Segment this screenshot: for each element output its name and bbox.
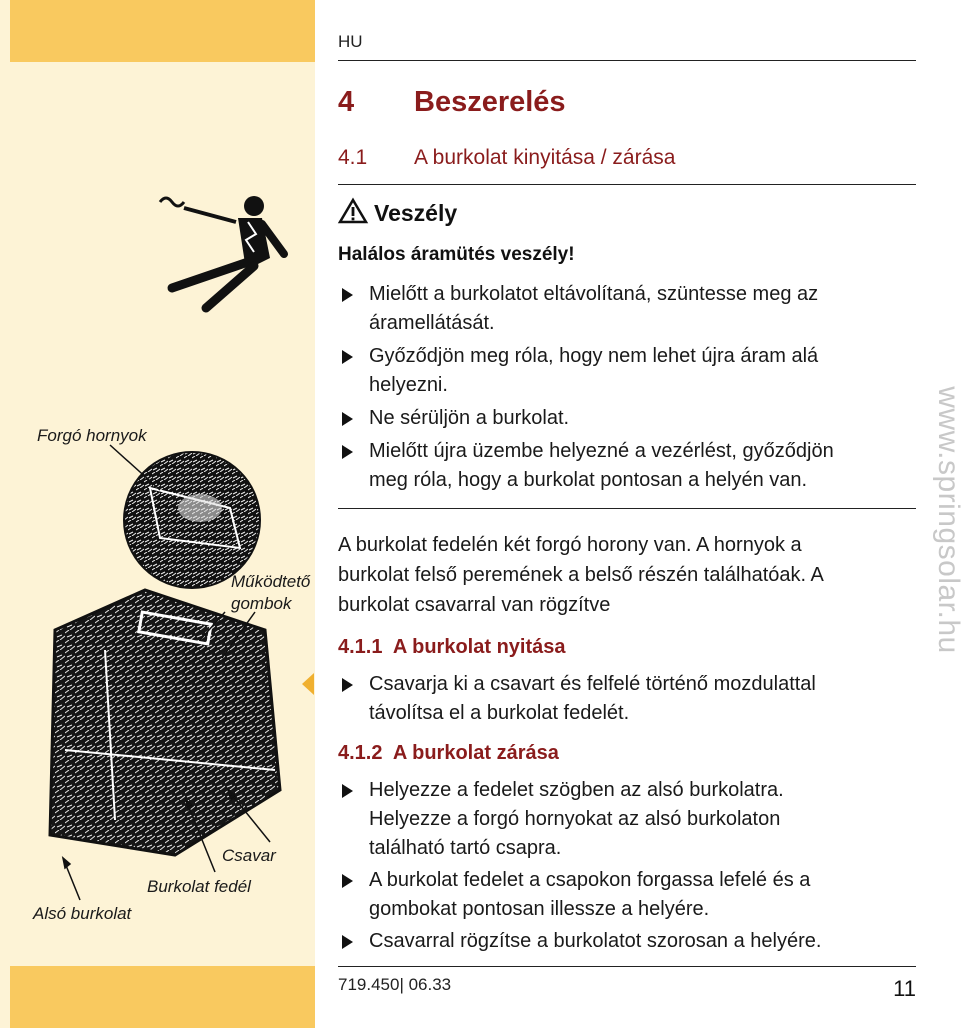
bullet-triangle-icon <box>342 678 353 692</box>
section-number: 4.1 <box>338 146 368 169</box>
label-also-burkolat: Alsó burkolat <box>33 904 132 923</box>
subsection-title-text: A burkolat nyitása <box>392 636 566 658</box>
danger-subtitle: Halálos áramütés veszély! <box>338 244 575 265</box>
watermark <box>928 370 968 670</box>
page-marker-icon <box>302 673 314 695</box>
list-item <box>338 280 913 338</box>
close-bullet-list <box>338 776 913 956</box>
label-forgo-hornyok: Forgó hornyok <box>37 426 147 445</box>
subsection-number: 4.1.1 <box>338 636 383 658</box>
label-burkolat-fedel: Burkolat fedél <box>147 877 251 896</box>
header-rule <box>338 60 916 61</box>
bullet-text-line: távolítsa el a burkolat fedelét. <box>369 702 630 724</box>
chapter-title <box>338 86 566 119</box>
label-csavar: Csavar <box>222 846 276 865</box>
list-item <box>338 670 913 728</box>
open-bullet-list <box>338 670 913 728</box>
bullet-text-line: Győződjön meg róla, hogy nem lehet újra áram alá <box>369 345 819 367</box>
chapter-number: 4 <box>338 86 355 118</box>
bullet-text-line: Ne sérüljön a burkolat. <box>369 407 570 429</box>
label-mukodteto-line2: gombok <box>231 594 292 613</box>
subsection-number: 4.1.2 <box>338 742 383 764</box>
bullet-text-line: Csavarja ki a csavart és felfelé történő mozdulattal <box>369 673 816 695</box>
chapter-title-text: Beszerelés <box>414 86 566 118</box>
danger-heading <box>338 198 457 227</box>
bullet-text-line: meg róla, hogy a burkolat pontosan a helyén van. <box>369 469 808 491</box>
label-mukodteto-line1: Működtető <box>231 572 311 591</box>
figure-leader-lines <box>0 0 315 1028</box>
bullet-text-line: Mielőtt a burkolatot eltávolítaná, szüntesse meg az <box>369 283 819 305</box>
bullet-text-line: Helyezze a fedelet szögben az alsó burkolatra. <box>369 779 784 801</box>
bullet-text-line: található tartó csapra. <box>369 837 562 859</box>
subsection-open-title <box>338 636 566 659</box>
list-item <box>338 776 913 863</box>
paragraph-line: burkolat csavarral van rögzítve <box>338 594 611 616</box>
watermark-text: www.springsolar.hu <box>932 386 965 654</box>
bullet-text-line: gombokat pontosan illessze a helyére. <box>369 898 710 920</box>
bullet-text-line: Helyezze a forgó hornyokat az alsó burkolaton <box>369 808 781 830</box>
language-code: HU <box>338 32 363 51</box>
bullet-triangle-icon <box>342 288 353 302</box>
list-item <box>338 404 913 433</box>
bullet-text-line: Csavarral rögzítse a burkolatot szorosan a helyére. <box>369 930 822 952</box>
list-item <box>338 927 913 956</box>
list-item <box>338 342 913 400</box>
bullet-triangle-icon <box>342 412 353 426</box>
intro-paragraph <box>338 530 908 620</box>
paragraph-line: burkolat felső peremének a belső részén találhatóak. A <box>338 564 824 586</box>
bullet-triangle-icon <box>342 935 353 949</box>
bullet-triangle-icon <box>342 350 353 364</box>
document-code: 719.450| 06.33 <box>338 975 452 994</box>
section-title <box>338 146 675 170</box>
section-title-text: A burkolat kinyitása / zárása <box>414 146 676 169</box>
warning-triangle-icon <box>338 198 368 224</box>
paragraph-line: A burkolat fedelén két forgó horony van. A hornyok a <box>338 534 802 556</box>
bullet-triangle-icon <box>342 445 353 459</box>
page-number: 11 <box>893 976 916 1001</box>
danger-bullet-list <box>338 280 913 495</box>
danger-rule <box>338 508 916 509</box>
list-item <box>338 866 913 924</box>
bullet-triangle-icon <box>342 874 353 888</box>
list-item <box>338 437 913 495</box>
section-rule <box>338 184 916 185</box>
subsection-close-title <box>338 742 559 765</box>
bullet-text-line: A burkolat fedelet a csapokon forgassa lefelé és a <box>369 869 811 891</box>
danger-title: Veszély <box>374 200 458 226</box>
subsection-title-text: A burkolat zárása <box>392 742 559 764</box>
bullet-text-line: Mielőtt újra üzembe helyezné a vezérlést, győződjön <box>369 440 834 462</box>
bullet-text-line: áramellátását. <box>369 312 495 334</box>
footer-rule <box>338 966 916 967</box>
bullet-text-line: helyezni. <box>369 374 448 396</box>
bullet-triangle-icon <box>342 784 353 798</box>
